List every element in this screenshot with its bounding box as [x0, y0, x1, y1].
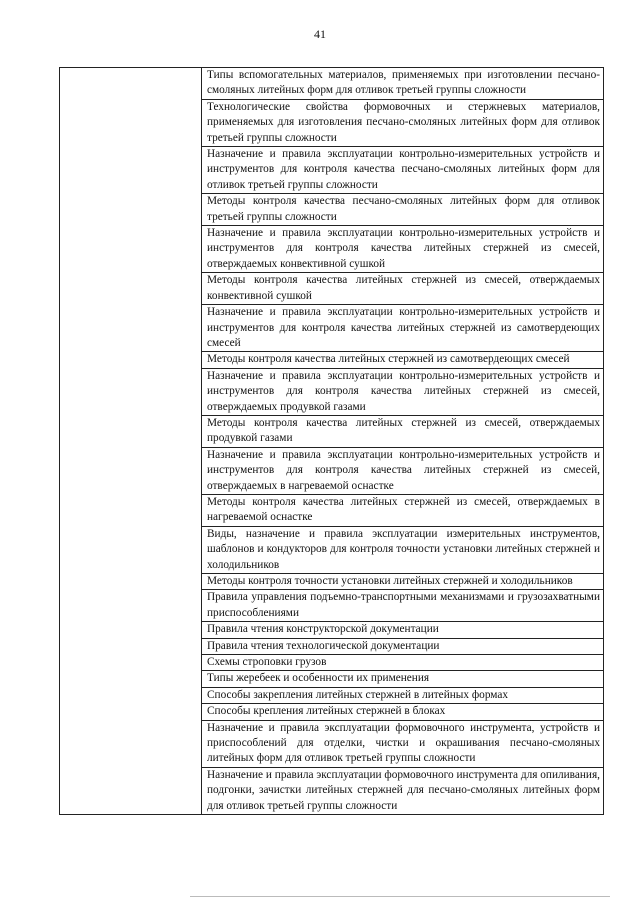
table-cell — [202, 638, 604, 654]
table-cell — [202, 590, 604, 622]
cell-text: Назначение и правила эксплуатации контрольно-измерительных устройств и инструментов для контроля качества песчано-смоляных литейных форм для отливок третьей группы сложности — [207, 148, 600, 191]
cell-text: Правила чтения технологической документации — [207, 639, 440, 652]
table-cell — [202, 68, 604, 100]
table-cell — [202, 368, 604, 415]
cell-text: Типы вспомогательных материалов, применяемых при изготовлении песчано-смоляных литейных форм для отливок третьей группы сложности — [207, 69, 600, 97]
cell-text: Методы контроля качества песчано-смоляных литейных форм для отливок третьей группы сложности — [207, 195, 600, 223]
table-cell — [202, 273, 604, 305]
table-cell — [202, 687, 604, 703]
table-cell — [202, 415, 604, 447]
left-merged-cell — [60, 68, 202, 815]
table-cell — [202, 767, 604, 814]
table-cell — [202, 226, 604, 273]
table-body — [60, 68, 604, 815]
cell-text: Назначение и правила эксплуатации формовочного инструмента, устройств и приспособлений для отделки, чистки и окрашивания песчано-смоляных литейных форм для отливок третьей группы сложности — [207, 721, 600, 765]
cell-text: Методы контроля точности установки литейных стержней и холодильников — [207, 575, 573, 587]
cell-text: Способы закрепления литейных стержней в литейных формах — [207, 688, 509, 701]
table-cell — [202, 526, 604, 573]
cell-text: Назначение и правила эксплуатации контрольно-измерительных устройств и инструментов для контроля качества литейных стержней из смесей, отверждаемых в нагреваемой оснастке — [207, 448, 600, 492]
table-cell — [202, 704, 604, 720]
table-cell — [202, 352, 604, 368]
cell-text: Схемы строповки грузов — [207, 656, 327, 669]
cell-text: Правила чтения конструкторской документации — [207, 623, 439, 636]
table-cell — [202, 447, 604, 494]
requirements-table — [59, 67, 604, 815]
cell-text: Назначение и правила эксплуатации формовочного инструмента для опиливания, подгонки, зачистки литейных стержней для песчано-смоляных литейных форм для отливок третьей группы сложности — [207, 768, 600, 812]
table-cell — [202, 99, 604, 146]
cell-text: Способы крепления литейных стержней в блоках — [207, 705, 446, 718]
table-cell — [202, 494, 604, 526]
cell-text: Назначение и правила эксплуатации контрольно-измерительных устройств и инструментов для контроля качества литейных стержней из смесей, отверждаемых продувкой газами — [207, 369, 600, 413]
table-cell — [202, 655, 604, 671]
table-cell — [202, 194, 604, 226]
cell-text: Виды, назначение и правила эксплуатации измерительных инструментов, шаблонов и кондукторов для контроля точности установки литейных стержней и холодильников — [207, 527, 600, 571]
page-number: 41 — [314, 27, 326, 41]
table-cell — [202, 147, 604, 194]
table-cell — [202, 622, 604, 638]
cell-text: Методы контроля качества литейных стержней из смесей, отверждаемых продувкой газами — [207, 416, 600, 445]
table-cell — [202, 574, 604, 590]
cell-text: Методы контроля качества литейных стержней из самотвердеющих смесей — [207, 353, 570, 366]
table-row — [60, 68, 604, 100]
cell-text: Назначение и правила эксплуатации контрольно-измерительных устройств и инструментов для контроля качества литейных стержней из самотвердеющих смесей — [207, 306, 600, 349]
cell-text: Методы контроля качества литейных стержней из смесей, отверждаемых конвективной сушкой — [207, 274, 600, 302]
table-cell — [202, 720, 604, 767]
table-cell — [202, 671, 604, 687]
cell-text: Назначение и правила эксплуатации контрольно-измерительных устройств и инструментов для контроля качества литейных стержней из смесей, отверждаемых конвективной сушкой — [207, 227, 600, 270]
page-edge-line — [190, 896, 610, 897]
cell-text: Типы жеребеек и особенности их применения — [207, 672, 430, 685]
cell-text: Технологические свойства формовочных и стержневых материалов, применяемых для изготовления песчано-смоляных литейных форм для отливок третьей группы сложности — [207, 100, 600, 144]
cell-text: Правила управления подъемно-транспортными механизмами и грузозахватными приспособлениями — [207, 591, 600, 619]
table-cell — [202, 305, 604, 352]
cell-text: Методы контроля качества литейных стержней из смесей, отверждаемых в нагреваемой оснастке — [207, 495, 600, 524]
